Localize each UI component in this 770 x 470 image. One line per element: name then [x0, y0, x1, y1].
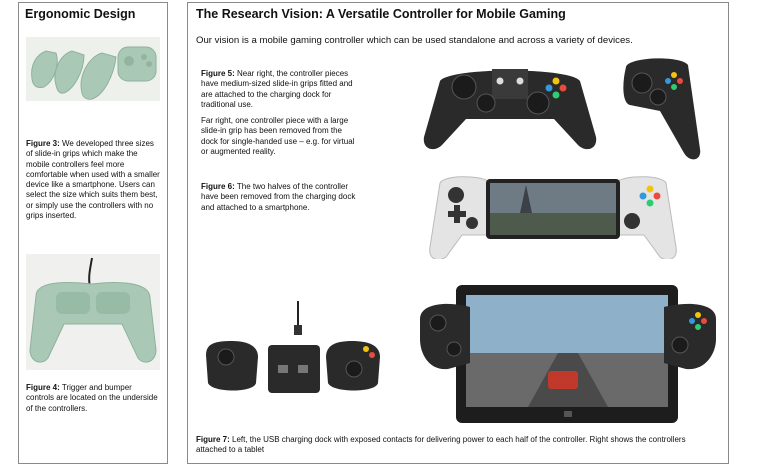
usb-charging-dock-photo [202, 299, 392, 399]
figure-5-caption-continued: Far right, one controller piece with a large slide-in grip has been removed from the dock for single-handed use – e.g. for virtual or augmented reality. [201, 116, 355, 156]
ergonomic-design-panel [18, 2, 168, 464]
figure-6-caption: Figure 6: The two halves of the controller have been removed from the charging dock and attached to a smartphone. [201, 182, 356, 212]
slide-in-grips-photo [26, 37, 160, 101]
vision-intro: Our vision is a mobile gaming controller which can be used standalone and across a variety of devices. [196, 35, 633, 46]
tablet-controller-photo [418, 283, 718, 425]
figure-4-caption: Figure 4: Trigger and bumper controls are located on the underside of the controllers. [26, 383, 158, 413]
smartphone-controller-photo [428, 173, 678, 259]
figure-3-caption: Figure 3: We developed three sizes of slide-in grips which make the mobile controllers feel more comfortable when used with a smaller device like a smartphone. Users can select the size which suits them best, or simply use the controllers with no grips inserted. [26, 139, 160, 221]
docked-controller-photo [420, 59, 600, 155]
figure-5-caption: Figure 5: Near right, the controller pieces have medium-sized slide-in grips fitted and are attached to the charging dock for traditional use. [201, 69, 353, 109]
panel-title: The Research Vision: A Versatile Controller for Mobile Gaming [196, 7, 566, 21]
panel-title: Ergonomic Design [25, 7, 136, 21]
single-controller-photo [620, 53, 704, 163]
figure-7-caption: Figure 7: Left, the USB charging dock with exposed contacts for delivering power to each half of the controller. Right shows the controllers attached to a tablet [196, 435, 686, 455]
controller-underside-photo [26, 254, 160, 370]
research-vision-panel [187, 2, 729, 464]
